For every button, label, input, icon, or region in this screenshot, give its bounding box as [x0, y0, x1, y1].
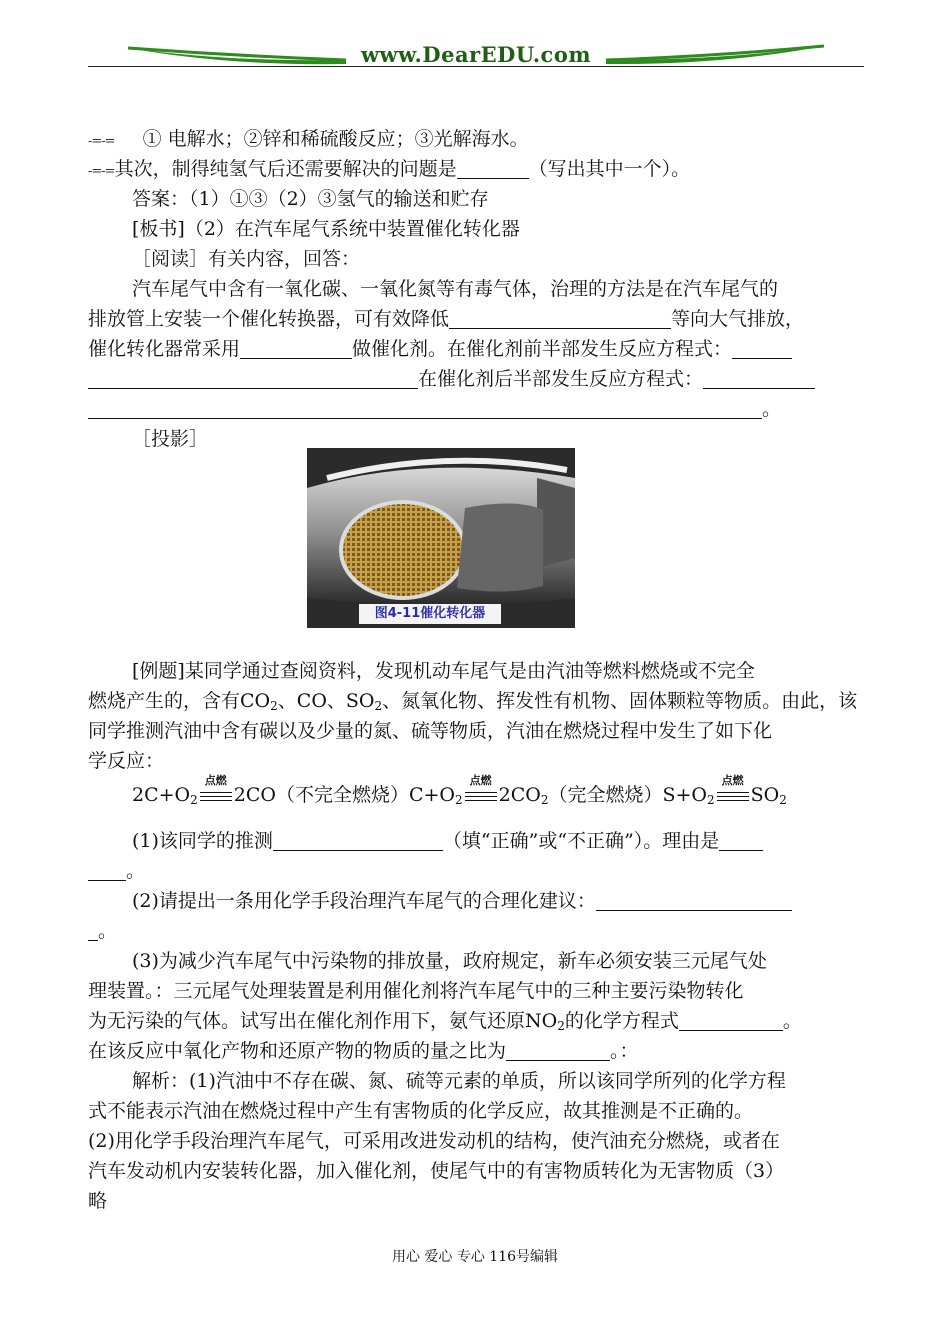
bullet-mark: -=-= — [88, 134, 115, 149]
line-text: （填“正确”或“不正确”）。理由是 — [442, 830, 720, 852]
subscript: 2 — [190, 793, 198, 807]
text-line — [88, 364, 864, 394]
subscript: 2 — [455, 793, 463, 807]
reaction-condition: 点燃 — [204, 774, 227, 787]
line-text: 。 — [782, 1010, 802, 1032]
text-line — [88, 304, 864, 334]
blank-field[interactable] — [88, 366, 418, 389]
catalytic-converter-image-icon — [307, 448, 575, 628]
line-text: 。 — [126, 860, 146, 882]
line-text: 在该反应中氧化产物和还原产物的物质的量之比为 — [88, 1040, 507, 1062]
blank-field[interactable] — [449, 306, 671, 329]
projection-note: ［投影］ — [132, 428, 209, 450]
blank-field[interactable] — [679, 1008, 783, 1031]
blank-field[interactable] — [240, 336, 352, 359]
question-1 — [88, 826, 864, 856]
line-text: 做催化剂。在催化剂前半部发生反应方程式： — [352, 338, 733, 360]
text-line — [88, 394, 864, 424]
text-line: 略 — [88, 1190, 108, 1212]
text-line: 同学推测汽油中含有碳以及少量的氮、硫等物质，汽油在燃烧过程中发生了如下化 — [88, 720, 773, 742]
text-line — [88, 916, 864, 946]
text-line — [88, 124, 864, 154]
subscript: 2 — [270, 699, 278, 713]
page-footer: 用心 爱心 专心 116号编辑 — [391, 1249, 559, 1265]
equation-line — [88, 774, 864, 810]
line-text: (1)该同学的推测 — [132, 830, 273, 852]
blank-field[interactable] — [732, 336, 792, 359]
reaction-condition: 点燃 — [469, 774, 492, 787]
text-line: 汽车发动机内安装转化器，加入催化剂，使尾气中的有害物质转化为无害物质（3） — [88, 1160, 785, 1182]
reaction-arrow — [463, 774, 499, 805]
answer-line: 答案：（1）①③（2）③氢气的输送和贮存 — [132, 188, 489, 210]
text-line — [88, 686, 864, 716]
line-text: 燃烧产生的，含有 — [88, 690, 241, 712]
blank-field[interactable] — [703, 366, 815, 389]
formula: 2C+O — [132, 784, 191, 806]
line-text: ① 电解水；②锌和稀硫酸反应；③光解海水。 — [142, 128, 529, 150]
line-text: 。： — [610, 1040, 639, 1062]
line-text: 等向大气排放， — [671, 308, 805, 330]
board-note: [板书]（2）在汽车尾气系统中装置催化转化器 — [132, 218, 520, 240]
line-text: 在催化剂后半部发生反应方程式： — [418, 368, 704, 390]
document-body — [88, 124, 864, 454]
text-line — [88, 1006, 864, 1036]
reaction-condition: 点燃 — [721, 774, 744, 787]
formula: 2CO（不完全燃烧）C+O — [233, 784, 456, 806]
blank-field[interactable] — [596, 888, 792, 911]
line-text: 排放管上安装一个催化转换器，可有效降低 — [88, 308, 450, 330]
text-line: 学反应： — [88, 750, 165, 772]
header-rule — [88, 66, 864, 67]
line-text: 其次，制得纯氢气后还需要解决的问题是 — [114, 158, 457, 180]
line-text: 的化学方程式 — [564, 1010, 679, 1032]
text-line — [88, 1036, 864, 1066]
subscript: 2 — [779, 793, 787, 807]
line-text: 为无污染的气体。试写出在催化剂作用下，氨气还原NO — [88, 1010, 558, 1032]
reaction-arrow — [715, 774, 751, 805]
blank-field[interactable] — [457, 156, 529, 179]
text-line: 式不能表示汽油在燃烧过程中产生有害物质的化学反应，故其推测是不正确的。 — [88, 1100, 754, 1122]
blank-field[interactable] — [506, 1038, 610, 1061]
text-line — [88, 334, 864, 364]
line-text: 。 — [762, 398, 782, 420]
catalytic-converter-photo — [307, 448, 575, 628]
formula: SO — [750, 784, 780, 806]
text-line: (2)用化学手段治理汽车尾气，可采用改进发动机的结构，使汽油充分燃烧，或者在 — [88, 1130, 780, 1152]
blank-field[interactable] — [88, 396, 762, 419]
blank-field[interactable] — [719, 828, 763, 851]
text-line: 汽车尾气中含有一氧化碳、一氧化氮等有毒气体，治理的方法是在汽车尾气的 — [132, 278, 779, 300]
example-section — [88, 656, 864, 1216]
figure-caption: 图4-11催化转化器 — [359, 604, 501, 624]
blank-field[interactable] — [88, 858, 126, 881]
subscript: 2 — [540, 793, 549, 807]
line-text: 、氮氧化物、挥发性有机物、固体颗粒等物质。由此，该 — [382, 690, 858, 712]
formula: （完全燃烧）S+O — [548, 784, 708, 806]
text-line: 理装置。：三元尾气处理装置是利用催化剂将汽车尾气中的三种主要污染物转化 — [88, 980, 744, 1002]
subscript: 2 — [374, 699, 383, 713]
site-logo-text[interactable]: www.DearEDU.com — [360, 42, 592, 67]
reaction-arrow — [198, 774, 234, 805]
subscript: 2 — [557, 1019, 565, 1033]
reading-note: ［阅读］有关内容，回答： — [132, 248, 361, 270]
analysis-line: 解析：(1)汽油中不存在碳、氮、硫等元素的单质，所以该同学所列的化学方程 — [132, 1070, 786, 1092]
blank-field[interactable] — [273, 828, 443, 851]
text-line — [88, 154, 864, 184]
question-3: (3)为减少汽车尾气中污染物的排放量，政府规定，新车必须安装三元尾气处 — [132, 950, 767, 972]
formula: CO — [240, 690, 271, 712]
formula: 2CO — [498, 784, 541, 806]
blank-field[interactable] — [88, 918, 98, 941]
line-text: 、CO、SO — [277, 690, 375, 712]
line-text: 催化转化器常采用 — [88, 338, 241, 360]
line-text: （写出其中一个）。 — [528, 158, 691, 180]
subscript: 2 — [707, 793, 715, 807]
line-text: (2)请提出一条用化学手段治理汽车尾气的合理化建议： — [132, 890, 596, 912]
text-line: [例题]某同学通过查阅资料，发现机动车尾气是由汽油等燃料燃烧或不完全 — [132, 660, 755, 682]
line-text: 。 — [98, 920, 118, 942]
bullet-mark: -=-= — [88, 164, 115, 179]
text-line — [88, 856, 864, 886]
question-2 — [88, 886, 864, 916]
